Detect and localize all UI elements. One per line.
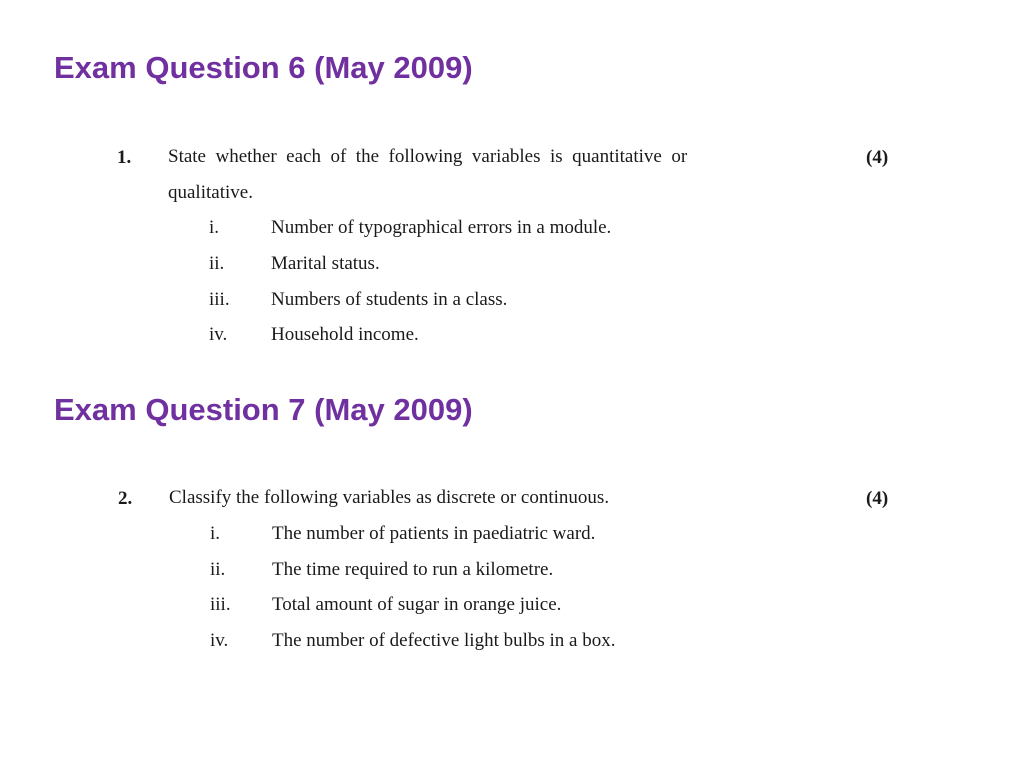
question-marks: (4) [866, 147, 889, 168]
question-marks: (4) [866, 488, 889, 509]
question-prompt-line-1: State whether each of the following variables is quantitative or [168, 146, 688, 167]
item-numeral: iv. [209, 324, 228, 345]
item-numeral: iv. [210, 630, 229, 651]
question-number: 2. [118, 488, 133, 509]
section-heading-question-6: Exam Question 6 (May 2009) [54, 50, 473, 85]
question-number: 1. [117, 147, 132, 168]
item-text: Total amount of sugar in orange juice. [272, 594, 562, 615]
item-numeral: ii. [209, 253, 225, 274]
item-text: Marital status. [271, 253, 380, 274]
item-numeral: ii. [210, 559, 226, 580]
item-text: Number of typographical errors in a module. [271, 217, 612, 238]
question-prompt-line-1: Classify the following variables as discrete or continuous. [169, 487, 610, 508]
item-text: The number of patients in paediatric ward. [272, 523, 596, 544]
item-text: Household income. [271, 324, 419, 345]
item-numeral: iii. [209, 289, 230, 310]
item-text: The number of defective light bulbs in a box. [272, 630, 616, 651]
section-heading-question-7: Exam Question 7 (May 2009) [54, 392, 473, 427]
item-numeral: i. [210, 523, 221, 544]
item-text: The time required to run a kilometre. [272, 559, 554, 580]
item-numeral: i. [209, 217, 220, 238]
question-prompt-line-2: qualitative. [168, 182, 253, 203]
item-numeral: iii. [210, 594, 231, 615]
item-text: Numbers of students in a class. [271, 289, 508, 310]
